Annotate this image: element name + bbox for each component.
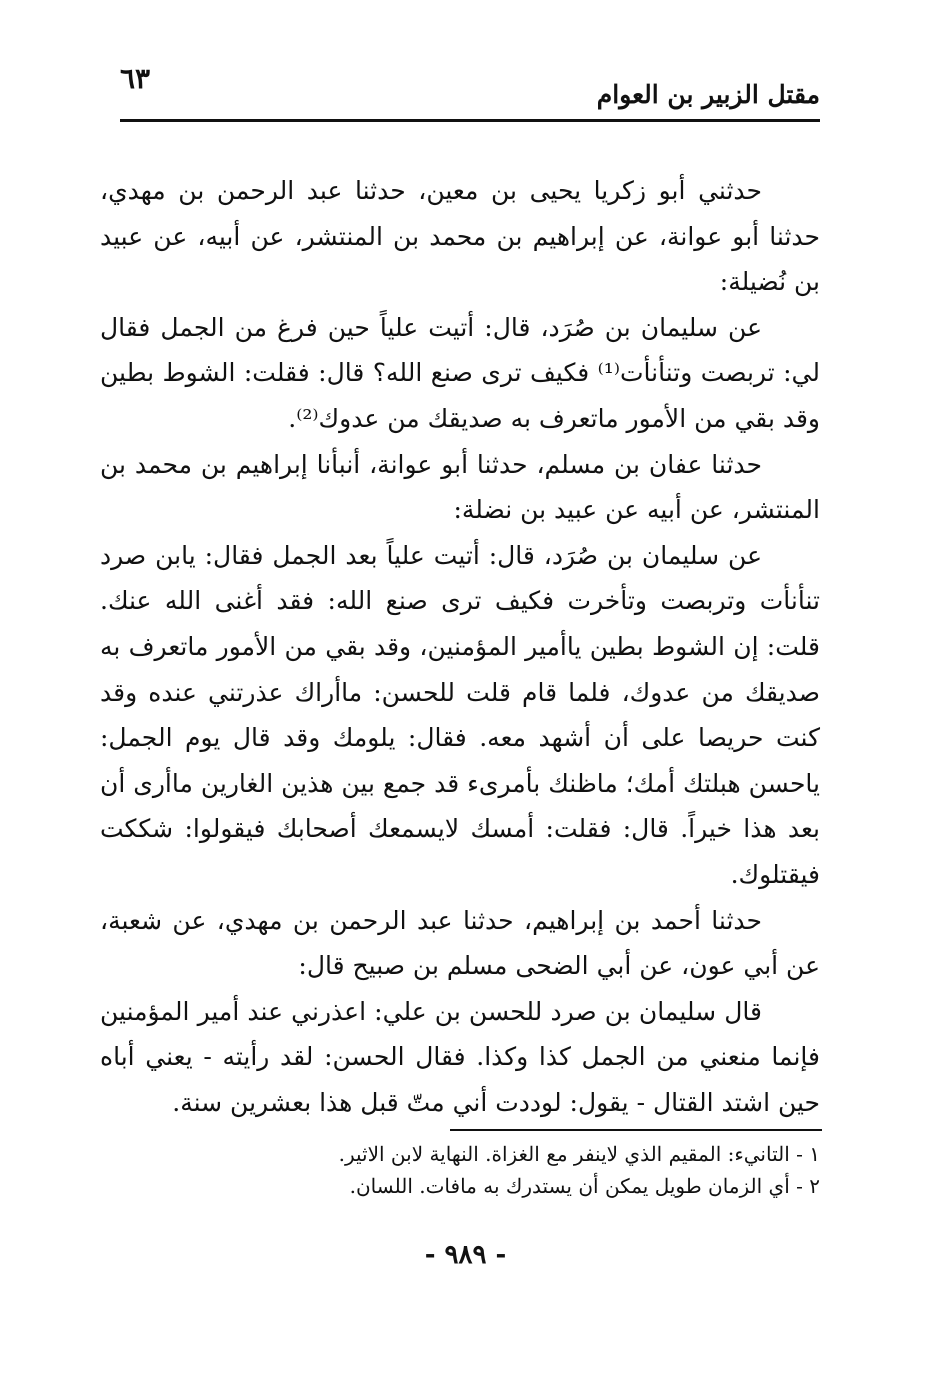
header-page-number: ٦٣ — [120, 62, 151, 95]
running-title: مقتل الزبير بن العوام — [596, 80, 820, 109]
footnote-2: ٢ - أي الزمان طويل يمكن أن يستدرك به مافات. اللسان. — [349, 1174, 820, 1198]
footnote-rule — [450, 1129, 822, 1131]
footnotes — [280, 1138, 820, 1202]
paragraph-narration-3: قال سليمان بن صرد للحسن بن علي: اعذرني عند أمير المؤمنين فإنما منعني من الجمل كذا وكذا. فقال الحسن: لقد رأيته - يعني أباه حين اشتد القتال - يقول: لوددت أني متّ قبل هذا بعشرين سنة. — [100, 996, 820, 1117]
paragraph-isnad-2: حدثنا عفان بن مسلم، حدثنا أبو عوانة، أنبأنا إبراهيم بن محمد بن المنتشر، عن أبيه عن عبيد بن نضلة: — [100, 449, 820, 525]
main-text — [100, 168, 820, 1125]
paragraph-isnad-3: حدثنا أحمد بن إبراهيم، حدثنا عبد الرحمن بن مهدي، عن شعبة، عن أبي عون، عن أبي الضحى مسلم بن صبيح قال: — [100, 905, 820, 981]
paragraph-narration-2: عن سليمان بن صُرَد، قال: أتيت علياً بعد الجمل فقال: يابن صرد تنأنأت وتربصت وتأخرت فكيف ترى صنع الله: فقد أغنى الله عنك. قلت: إن الشوط بطين ياأمير المؤمنين، وقد بقي من الأمور ماتعرف به صديقك من عدوك، فلما قام قلت للحسن: ماأراك عذرتني عنده وقد كنت حريصا على أن أشهد معه. فقال: يلومك وقد قال يوم الجمل: ياحسن هبلتك أمك؛ ماظنك بأمرىء قد جمع بين هذين الغارين ماأرى أن بعد هذا خيراً. قال: فقلت: أمسك لايسمعك أصحابك فيقولوا: شككت فيقتلوك. — [100, 540, 820, 889]
running-header — [120, 62, 820, 122]
header-rule — [120, 119, 820, 122]
footnote-1: ١ - التانيء: المقيم الذي لاينفر مع الغزاة. النهاية لابن الاثير. — [338, 1142, 820, 1166]
folio-number: - ٩٨٩ - — [424, 1240, 507, 1270]
paragraph-narration-1: عن سليمان بن صُرَد، قال: أتيت علياً حين فرغ من الجمل فقال لي: تربصت وتنأنأت⁽¹⁾ فكيف ترى صنع الله؟ قال: فقلت: الشوط بطين وقد بقي من الأمور ماتعرف به صديقك من عدوك⁽²⁾. — [100, 312, 820, 433]
paragraph-isnad-1: حدثني أبو زكريا يحيى بن معين، حدثنا عبد الرحمن بن مهدي، حدثنا أبو عوانة، عن إبراهيم بن محمد بن المنتشر، عن أبيه، عن عبيد بن نُضيلة: — [100, 176, 820, 297]
